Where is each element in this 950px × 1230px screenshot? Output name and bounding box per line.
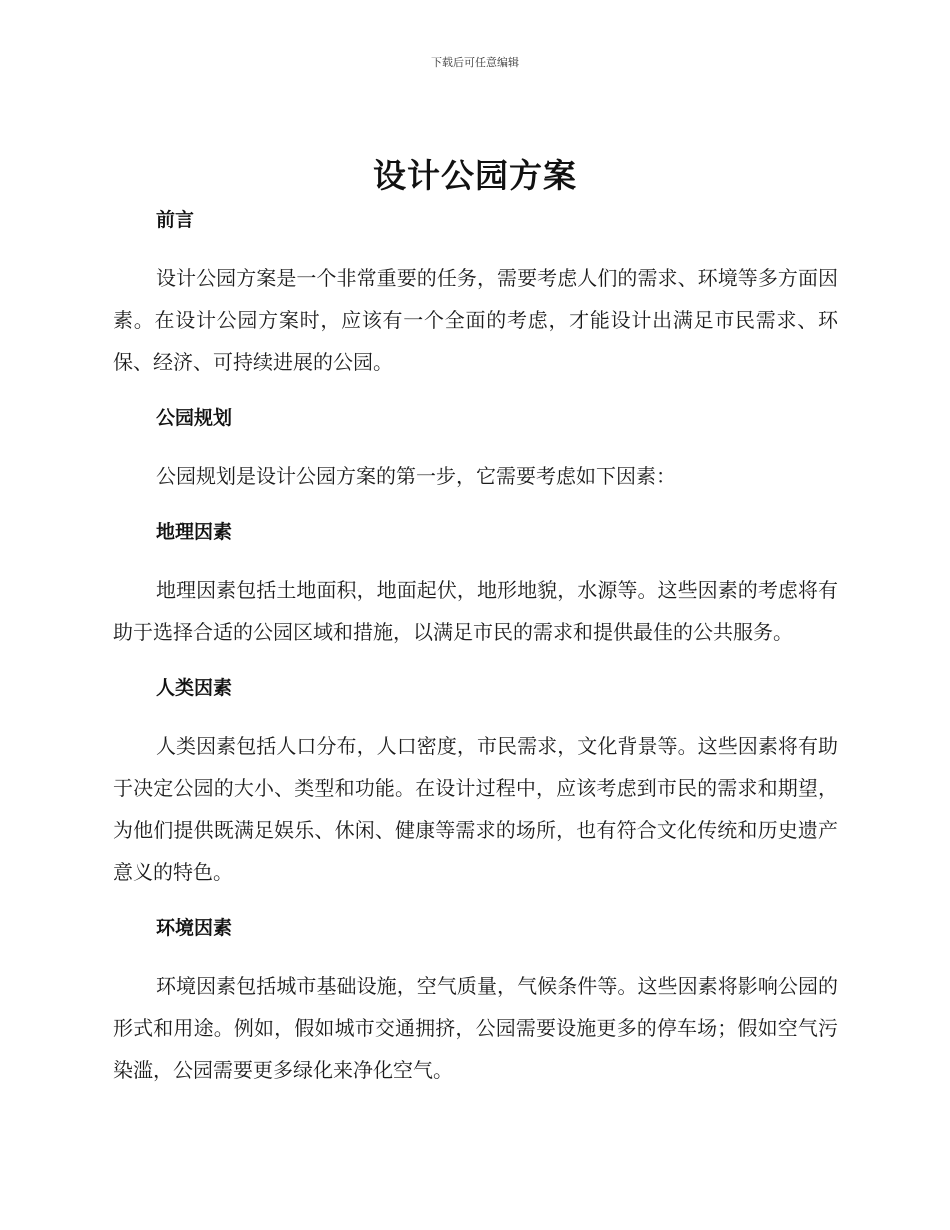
section-paragraph-environmental-factors: 环境因素包括城市基础设施，空气质量，气候条件等。这些因素将影响公园的形式和用途。例如，假如城市交通拥挤，公园需要设施更多的停车场；假如空气污染滥，公园需要更多绿化来净化空气。: [113, 974, 838, 1082]
document-title: 设计公园方案: [373, 156, 577, 195]
document-body: [113, 205, 838, 1091]
section-paragraph-geographic-factors: 地理因素包括土地面积，地面起伏，地形地貌，水源等。这些因素的考虑将有助于选择合适的公园区域和措施，以满足市民的需求和提供最佳的公共服务。: [113, 578, 838, 644]
section-paragraph-preface: 设计公园方案是一个非常重要的任务，需要考虑人们的需求、环境等多方面因素。在设计公园方案时，应该有一个全面的考虑，才能设计出满足市民需求、环保、经济、可持续进展的公园。: [113, 266, 838, 374]
section-heading-geographic-factors: 地理因素: [156, 521, 233, 543]
section-paragraph-human-factors: 人类因素包括人口分布，人口密度，市民需求，文化背景等。这些因素将有助于决定公园的大小、类型和功能。在设计过程中，应该考虑到市民的需求和期望，为他们提供既满足娱乐、休闲、健康等需求的场所，也有符合文化传统和历史遗产意义的特色。: [113, 734, 838, 884]
section-heading-park-planning: 公园规划: [156, 407, 233, 429]
header-note: 下载后可任意编辑: [431, 56, 519, 69]
section-heading-human-factors: 人类因素: [156, 677, 233, 699]
section-paragraph-park-planning: 公园规划是设计公园方案的第一步，它需要考虑如下因素：: [156, 464, 676, 488]
section-heading-environmental-factors: 环境因素: [156, 917, 233, 939]
section-heading-preface: 前言: [156, 209, 195, 231]
